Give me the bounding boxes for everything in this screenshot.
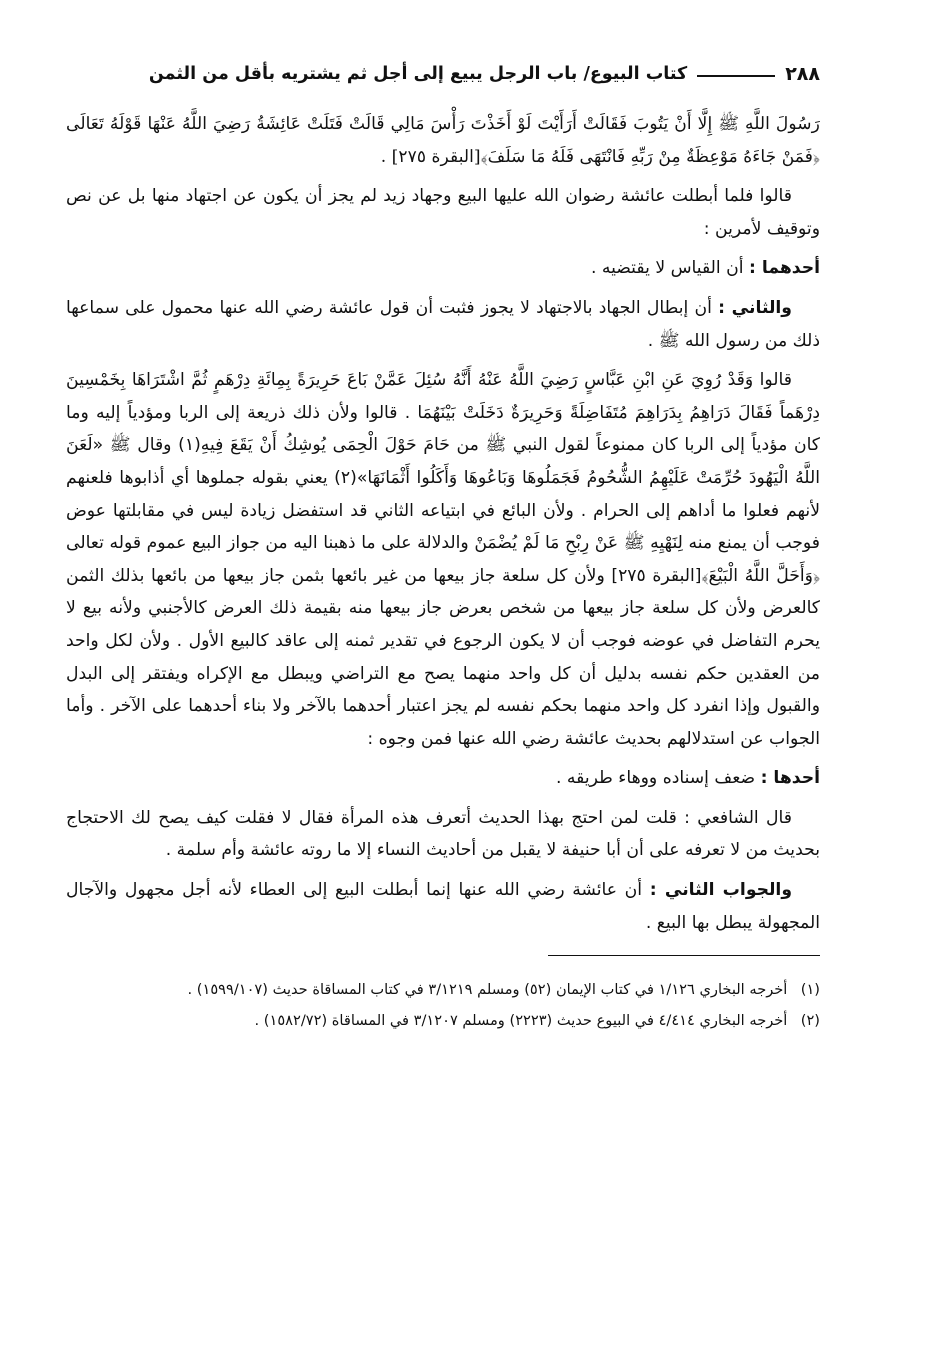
paragraph-lead: أحدهما :	[749, 258, 820, 279]
footnote-number: (٢)	[800, 1012, 820, 1030]
paragraph-text: قال الشافعي : قلت لمن احتج بهذا الحديث أتعرف هذه المرأة فقال لا فقلت كيف يصح لك الاحتجاج بحديث من لا تعرفه على أن أبا حنيفة لا يقبل من أحاديث النساء إلا ما روته عائشة وأم سلمة .	[66, 807, 820, 861]
book-page	[66, 54, 820, 1036]
paragraph	[66, 108, 820, 173]
paragraph-text: ضعف إسناده ووهاء طريقه .	[556, 768, 756, 789]
paragraph	[66, 364, 820, 755]
paragraph	[66, 292, 820, 357]
paragraph	[66, 802, 820, 867]
paragraph-text: أن إبطال الجهاد بالاجتهاد لا يجوز فثبت أن قول عائشة رضي الله عنها محمول على سماعها ذلك من رسول الله ﷺ .	[66, 297, 820, 351]
page-header	[66, 54, 820, 94]
paragraph-lead: والثاني :	[718, 297, 792, 318]
main-text	[66, 108, 820, 939]
running-title: كتاب البيوع/ باب الرجل يبيع إلى أجل ثم يشتريه بأقل من الثمن	[148, 64, 688, 84]
paragraph	[66, 762, 820, 795]
footnote	[66, 974, 820, 1005]
header-rule	[697, 75, 775, 77]
footnote-number: (١)	[800, 981, 820, 999]
paragraph-text: أن عائشة رضي الله عنها إنما أبطلت البيع إلى العطاء لأنه أجل مجهول والآجال المجهولة يبطل بها البيع .	[66, 880, 820, 933]
footnote-text: أخرجه البخاري ١/١٢٦ في كتاب الإيمان (٥٢) ومسلم ٣/١٢١٩ في كتاب المساقاة حديث (١٥٩٩/١٠٧) .	[187, 981, 788, 999]
paragraph	[66, 180, 820, 245]
paragraph-text: قالوا وَقَدْ رُوِيَ عَنِ ابْنِ عَبَّاسٍ رَضِيَ اللَّهُ عَنْهُ أَنَّهُ سُئِلَ عَمَّنْ بَاعَ حَرِيرَةً بِمِائَةِ دِرْهَمٍ ثُمَّ اشْتَرَاهَا بِخَمْسِينَ دِرْهَماً فَقَالَ دَرَاهِمُ بِدَرَاهِمَ مُتَفَاضِلَةً وَحَرِيرَةٌ دَخَلَتْ بَيْنَهُمَا . قالوا ولأن ذلك ذريعة إلى الربا ومؤدياً إليه وما كان مؤدياً إلى الربا كان ممنوعاً لقول النبي ﷺ من حَامَ حَوْلَ الْحِمَى يُوشِكُ أَنْ يَقَعَ فِيهِ(١) وقال ﷺ «لَعَنَ اللَّهُ الْيَهُودَ حُرِّمَتْ عَلَيْهِمُ الشُّحُومُ فَجَمَلُوهَا وَبَاعُوهَا وَأَكَلُوا أَثْمَانَهَا»(٢) يعني بقوله جملوها أي أذابوها فلعنهم لأنهم فعلوا ما أداهم إلى الحرام . ولأن البائع في ابتياعه الثاني قد استفضل زيادة ليس في مقابلتها عوض فوجب أن يمنع منه لِنَهْيِهِ ﷺ عَنْ رِبْحِ مَا لَمْ يُضْمَنْ والدلالة على ما ذهبنا اليه من جواز البيع عموم قوله تعالى ﴿وَأَحَلَّ اللَّهُ الْبَيْعَ﴾[البقرة ٢٧٥] ولأن كل سلعة جاز بيعها من غير بائعها بثمن جاز بيعها من بائعها بذلك الثمن كالعرض ولأن كل سلعة جاز بيعها من شخص بعرض جاز بيعها منه بقيمة ذلك العرض كالأجنبي ولأنه بيع لا يحرم التفاضل في عوضه فوجب أن لا يكون الرجوع في تقدير ثمنه إلى عاقد كالبيع الأول . ولأن لكل واحد من العقدين حكم نفسه بدليل أن كل واحد منهما يصح مع التراضي ويبطل مع الإكراه ويفتقر إلى البدل والقبول وإذا انفرد كل واحد منهما بحكم نفسه لم يجز اعتبار أحدهما بالآخر ولا بناء أحدهما على الآخر . وأما الجواب عن استدلالهم بحديث عائشة رضي الله عنها فمن وجوه :	[66, 370, 821, 749]
paragraph-text: أن القياس لا يقتضيه .	[590, 258, 744, 279]
paragraph-lead: أحدها :	[760, 768, 820, 789]
footnote	[66, 1005, 820, 1036]
paragraph	[66, 252, 820, 285]
paragraph-lead: والجواب الثاني :	[649, 880, 793, 901]
page-number: ٢٨٨	[785, 63, 820, 85]
footnote-text: أخرجه البخاري ٤/٤١٤ في البيوع حديث (٢٢٢٣) ومسلم ٣/١٢٠٧ في المساقاة (١٥٨٢/٧٢) .	[254, 1012, 788, 1030]
footnote-separator	[548, 955, 820, 956]
footnotes	[66, 974, 820, 1036]
paragraph-text: رَسُولَ اللَّهِ ﷺ إِلَّا أَنْ يَتُوبَ فَقَالَتْ أَرَأَيْتَ لَوْ أَخَذْتَ رَأْسَ مَالِي قَالَتْ فَتَلَتْ عَائِشَةُ رَضِيَ اللَّهُ عَنْهَا قَوْلَهُ تَعَالَى ﴿فَمَنْ جَاءَهُ مَوْعِظَةٌ مِنْ رَبِّهِ فَانْتَهَى فَلَهُ مَا سَلَفَ﴾[البقرة ٢٧٥] .	[66, 114, 820, 167]
paragraph	[66, 874, 820, 939]
paragraph-text: قالوا فلما أبطلت عائشة رضوان الله عليها البيع وجهاد زيد لم يجز أن يكون عن اجتهاد منها بل عن نص وتوقيف لأمرين :	[66, 186, 820, 239]
